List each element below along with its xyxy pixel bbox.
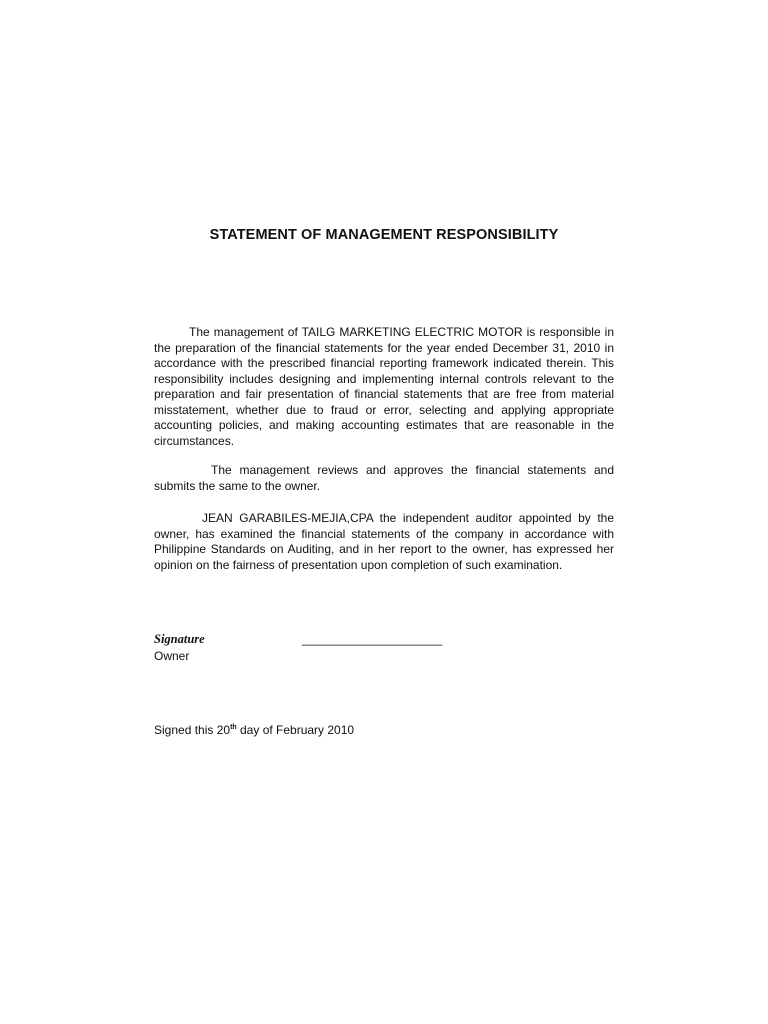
signed-date	[154, 723, 354, 737]
signature-line: _____________________	[302, 632, 443, 646]
paragraph-responsibility: The management of TAILG MARKETING ELECTRIC MOTOR is responsible in the preparation of the financial statements for the year ended December 31, 2010 in accordance with the prescribed financial reporting framework indicated therein. This responsibility includes designing and implementing internal controls relevant to the preparation and fair presentation of financial statements that are free from material misstatement, whether due to fraud or error, selecting and applying appropriate accounting policies, and making accounting estimates that are reasonable in the circumstances.	[154, 325, 614, 448]
document-title: STATEMENT OF MANAGEMENT RESPONSIBILITY	[209, 227, 559, 243]
signed-suffix: day of February 2010	[236, 723, 355, 737]
signed-prefix: Signed this 20	[154, 723, 231, 737]
signature-role: Owner	[154, 649, 190, 663]
paragraph-review: The management reviews and approves the financial statements and submits the same to the owner.	[154, 463, 614, 493]
paragraph-auditor: JEAN GARABILES-MEJIA,CPA the independent auditor appointed by the owner, has examined the financial statements of the company in accordance with Philippine Standards on Auditing, and in her report to the owner, has expressed her opinion on the fairness of presentation upon completion of such examination.	[154, 511, 614, 572]
signature-label: Signature	[154, 632, 205, 646]
signed-ordinal: th	[230, 724, 237, 731]
